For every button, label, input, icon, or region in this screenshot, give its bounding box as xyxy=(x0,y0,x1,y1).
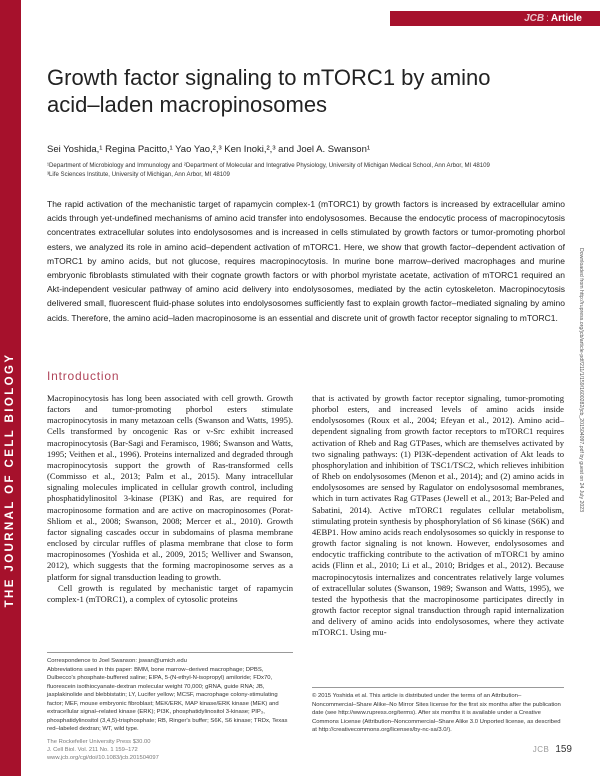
footnotes xyxy=(47,652,293,734)
header-journal: JCB xyxy=(524,13,545,24)
page-number: 159 xyxy=(555,744,572,755)
affiliations xyxy=(47,161,577,179)
section-heading-introduction: Introduction xyxy=(47,369,120,383)
abstract: The rapid activation of the mechanistic target of rapamycin complex-1 (mTORC1) by growth factors is increased by extracellular amino acids through yet-undefined mechanisms of amino acid transfer into endolysosomes. Because the endocytic process of macropinocytosis concentrates extracellular solutes into endolysosomes and is increased in cells stimulated by growth factors or tumor-promoting phorbol esters, we analyzed its role in amino acid–dependent activation of mTORC1. Here, we show that growth factor–dependent activation of mTORC1 by amino acids, but not glucose, requires macropinocytosis. In murine bone marrow–derived macrophages and murine embryonic fibroblasts stimulated with their cognate growth factors or with phorbol myristate acetate, activation of mTORC1 required an Akt-independent vesicular pathway of amino acid delivery into endolysosomes, mediated by the actin cytoskeleton. Macropinocytosis delivered small, fluorescent fluid-phase solutes into endolysosomes sufficiently fast to explain growth factor–mediated signaling by amino acids. Therefore, the amino acid–laden macropinosome is an essential and discrete unit of growth factor receptor signaling to mTORC1. xyxy=(47,199,565,323)
author-list: Sei Yoshida,¹ Regina Pacitto,¹ Yao Yao,²,³ Ken Inoki,²,³ and Joel A. Swanson¹ xyxy=(47,144,371,155)
body-paragraph: that is activated by growth factor receptor signaling, tumor-promoting phorbol esters, and increased levels of amino acids inside endolysosomes (Roux et al., 2004; Efeyan et al., 2012). Amino acid–dependent signaling from growth factor receptors to mTORC1 requires activation of Rheb and Rag GTPases, which are themselves activated by two signaling pathways: (1) PI3K-dependent activation of Akt leads to phosphorylation and inhibition of TSC1/TSC2, which relieves inhibition of Rheb on endolysosomes (Menon et al., 2014); and (2) amino acids in endolysosomes are sensed by Ragulator on endolysosomal membranes, which in turn activates Rag GTPases (Jewell et al., 2013; Bar-Peled and Sabatini, 2014). Active mTORC1 regulates cellular metabolism, stimulating protein synthesis by phosphorylation of S6 kinase (S6K) and 4EBP1. How amino acids reach endolysosomes so quickly in response to growth factor signaling is not known. However, endolysosomes and endocytic trafficking contribute to the activation of mTORC1 by amino acids (Flinn et al., 2010; Li et al., 2010; Bridges et al., 2012). Because macropinocytosis internalizes and concentrates relatively large volumes of extracellular solutes (Swanson, 1989; Swanson and Watts, 1995), we tested the hypothesis that the macropinosome participates directly in growth factor receptor signal transduction through rapid internalization and delivery of amino acids into endolysosomes, where they activate mTORC1. Using mu- xyxy=(312,393,564,638)
footer-journal: JCB xyxy=(532,745,550,754)
license-text: © 2015 Yoshida et al. This article is distributed under the terms of an Attribution–Noncommercial–Share Alike–No Mirror Sites license for the first six months after the publication date (see http://www.rupress.org/terms). After six months it is available under a Creative Commons License (Attribution–Noncommercial–Share Alike 3.0 Unported license, as described at http://creativecommons.org/licenses/by-nc-sa/3.0/). xyxy=(312,693,561,733)
correspondence-note: Correspondence to Joel Swanson: jswan@umich.edu xyxy=(47,658,187,664)
license-note xyxy=(312,687,564,735)
affiliation-line: ¹Department of Microbiology and Immunology and ²Department of Molecular and Integrative Physiology, University of Michigan Medical School, Ann Arbor, MI 48109 xyxy=(47,162,490,169)
header-separator: : xyxy=(546,13,549,24)
sidebar-journal-name: THE JOURNAL OF CELL BIOLOGY xyxy=(4,352,16,608)
abbreviations-note: Abbreviations used in this paper: BMM, bone marrow–derived macrophage; DPBS, Dulbecco's phosphate-buffered saline; EIPA, 5-(N-ethyl-N-isopropyl) amiloride; FDx70, fluorescein isothiocyanate-dextran molecular weight 70,000; gRNA, guide RNA; JB, jasplakinolide and blebbistatin; LY, Lucifer yellow; MCSF, macrophage colony-stimulating factor; MEF, mouse embryonic fibroblast; MEK/ERK, MAP kinase/ERK kinase (MEK) and extracellular signal–related kinase (ERK); PI3K, phosphatidylinositol 3-kinase; PIP₃, phosphatidylinositol (3,4,5)-trisphosphate; RB, Ringer's buffer; S6K, S6 kinase; TRDx, Texas red–labeled dextran; WT, wild type. xyxy=(47,666,288,732)
footer-citation: J. Cell Biol. Vol. 211 No. 1 159–172 xyxy=(47,747,138,753)
body-column-right xyxy=(312,393,564,638)
page-footer xyxy=(533,744,572,755)
footer-publisher: The Rockefeller University Press $30.00 xyxy=(47,739,151,745)
publication-footer xyxy=(47,738,287,762)
body-paragraph: Macropinocytosis has long been associated with cell growth. Growth factors and tumor-promoting phorbol esters stimulate macropinocytosis in many metazoan cells (Swanson and Watts, 1995). Cells transformed by oncogenic Ras or v-Src exhibit increased macropinocytosis (Bar-Sagi and Feramisco, 1986; Swanson and Watts, 1995; Veithen et al., 1996). Proteins internalized and degraded through macropinocytosis support the growth of Ras-transformed cells (Commisso et al., 2013; Palm et al., 2015). Many intracellular signaling molecules implicated in cellular growth control, including phosphatidylinositol 3-kinase (PI3K) and Ras, are required for macropinosome formation and are active on macropinosomes (Porat-Shliom et al., 2008; Swanson, 2008; Mercer et al., 2010). Growth factor signaling cascades occur in subdomains of plasma membrane enclosed by circular ruffles of plasma membrane that close to form macropinosomes (Yoshida et al., 2009, 2015; Welliver and Swanson, 2012), which suggests that the forming macropinosome serves as a platform for signal transduction leading to growth. xyxy=(47,393,293,582)
journal-sidebar xyxy=(0,0,21,776)
body-column-left xyxy=(47,393,293,605)
header-article-type: Article xyxy=(550,13,582,24)
article-title: Growth factor signaling to mTORC1 by amino acid–laden macropinosomes xyxy=(47,65,491,117)
download-note: Downloaded from http://rupress.org/jcb/article-pdf/211/1/159/1600282/jcb_201504097.pdf by guest on 24 July 2023 xyxy=(578,247,584,513)
body-paragraph: Cell growth is regulated by mechanistic target of rapamycin complex-1 (mTORC1), a complex of cytosolic proteins xyxy=(47,582,293,604)
affiliation-line: ³Life Sciences Institute, University of Michigan, Ann Arbor, MI 48109 xyxy=(47,171,230,178)
footer-doi: www.jcb.org/cgi/doi/10.1083/jcb.201504097 xyxy=(47,755,159,761)
article-header-badge xyxy=(390,11,600,26)
